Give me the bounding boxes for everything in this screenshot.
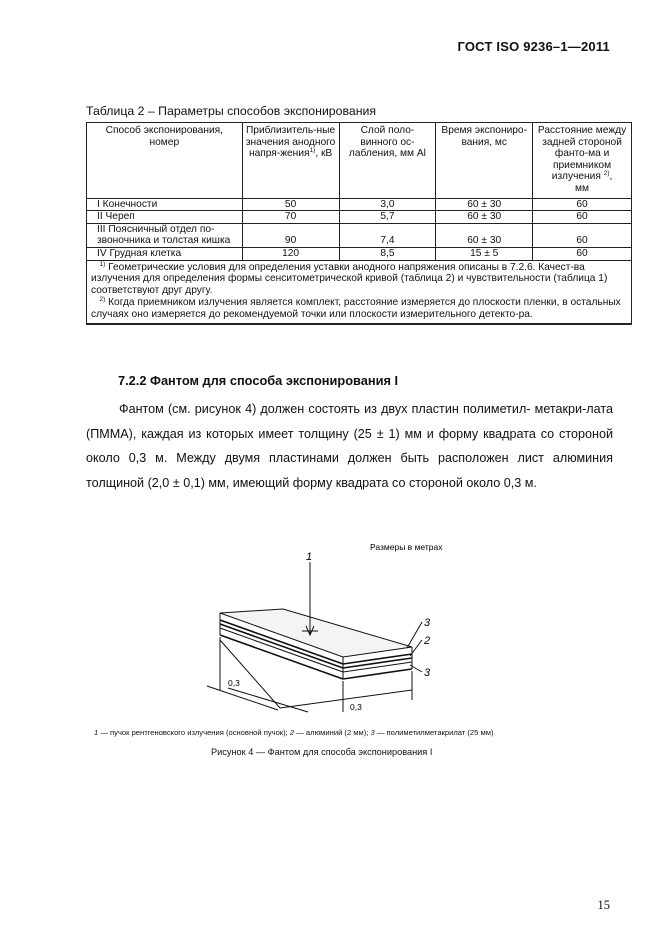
header-exposure-time: Время экспониро-вания, мс — [436, 123, 533, 199]
dimension-left: 0,3 — [228, 678, 240, 688]
header-distance: Расстояние между задней стороной фанто-ма и приемником излучения $^{2)}$, мм — [533, 123, 632, 199]
figure-units-note: Размеры в метрах — [370, 542, 443, 552]
phantom-top-face — [220, 609, 412, 657]
table-notes-row — [87, 260, 632, 323]
row-half-value-layer: 3,0 — [339, 198, 436, 211]
label-beam: 1 — [306, 551, 313, 563]
table-header-row — [87, 123, 632, 199]
row-voltage: 90 — [242, 223, 339, 247]
header-method: Способ экспонирования, номер — [87, 123, 243, 199]
row-distance: 60 — [533, 198, 632, 211]
header-half-value-layer: Слой поло-винного ос-лабления, мм Al — [339, 123, 436, 199]
table-row — [87, 247, 632, 260]
table-notes — [87, 260, 632, 323]
row-half-value-layer: 5,7 — [339, 211, 436, 224]
page-number: 15 — [597, 898, 610, 912]
row-name: III Поясничный отдел по-звоночника и толстая кишка — [87, 223, 243, 247]
footnote-2: $^{2)}$ Когда приемником излучения является комплект, расстояние измеряется до плоскости пленки, в остальных случаях оно измеряется до рекомендуемой точки или плоскости измерительного детекто-ра. — [91, 295, 621, 320]
row-half-value-layer: 8,5 — [339, 247, 436, 260]
table-caption: Таблица 2 – Параметры способов экспонирования — [86, 104, 377, 118]
row-voltage: 50 — [242, 198, 339, 211]
row-distance: 60 — [533, 223, 632, 247]
row-distance: 60 — [533, 211, 632, 224]
row-voltage: 70 — [242, 211, 339, 224]
table-row — [87, 198, 632, 211]
label-aluminium: 2 — [424, 635, 431, 647]
label-pmma-bottom: 3 — [424, 667, 431, 679]
dimension-bottom: 0,3 — [350, 702, 362, 712]
table-row — [87, 223, 632, 247]
row-exposure-time: 60 ± 30 — [436, 211, 533, 224]
row-name: I Конечности — [87, 198, 243, 211]
row-exposure-time: 60 ± 30 — [436, 223, 533, 247]
parameters-table — [86, 122, 632, 325]
label-pmma-top: 3 — [424, 617, 431, 629]
row-exposure-time: 60 ± 30 — [436, 198, 533, 211]
footnote-1: $^{1)}$ Геометрические условия для определения уставки анодного напряжения описаны в 7.2.6. Качест-ва излучения для определения формы сенситометрической кривой (таблица 2) и чувствительности (таблица 1) соответствуют друг другу. — [91, 260, 608, 297]
section-title: 7.2.2 Фантом для способа экспонирования I — [118, 373, 399, 388]
figure-legend: 1 — пучок рентгеновского излучения (основной пучок); 2 — алюминий (2 мм); 3 — полиметилметакрилат (25 мм) — [94, 728, 494, 737]
phantom-figure — [200, 540, 470, 720]
row-exposure-time: 15 ± 5 — [436, 247, 533, 260]
row-name: II Череп — [87, 211, 243, 224]
table-row — [87, 211, 632, 224]
section-paragraph: Фантом (см. рисунок 4) должен состоять из двух пластин полиметил- метакри-лата (ПММА), каждая из которых имеет толщину (25 ± 1) мм и форму квадрата со стороной около 0,3 м. Между двумя пластинами должен быть расположен лист алюминия толщиной (2,0 ± 0,1) мм, имеющий форму квадрата со стороной около 0,3 м. — [86, 402, 613, 490]
row-half-value-layer: 7,4 — [339, 223, 436, 247]
row-name: IV Грудная клетка — [87, 247, 243, 260]
figure-caption: Рисунок 4 — Фантом для способа экспонирования I — [211, 747, 433, 757]
row-voltage: 120 — [242, 247, 339, 260]
row-distance: 60 — [533, 247, 632, 260]
document-code: ГОСТ ISO 9236–1—2011 — [457, 39, 610, 54]
header-voltage: Приблизитель-ные значения анодного напря-жения$^{1)}$, кВ — [242, 123, 339, 199]
